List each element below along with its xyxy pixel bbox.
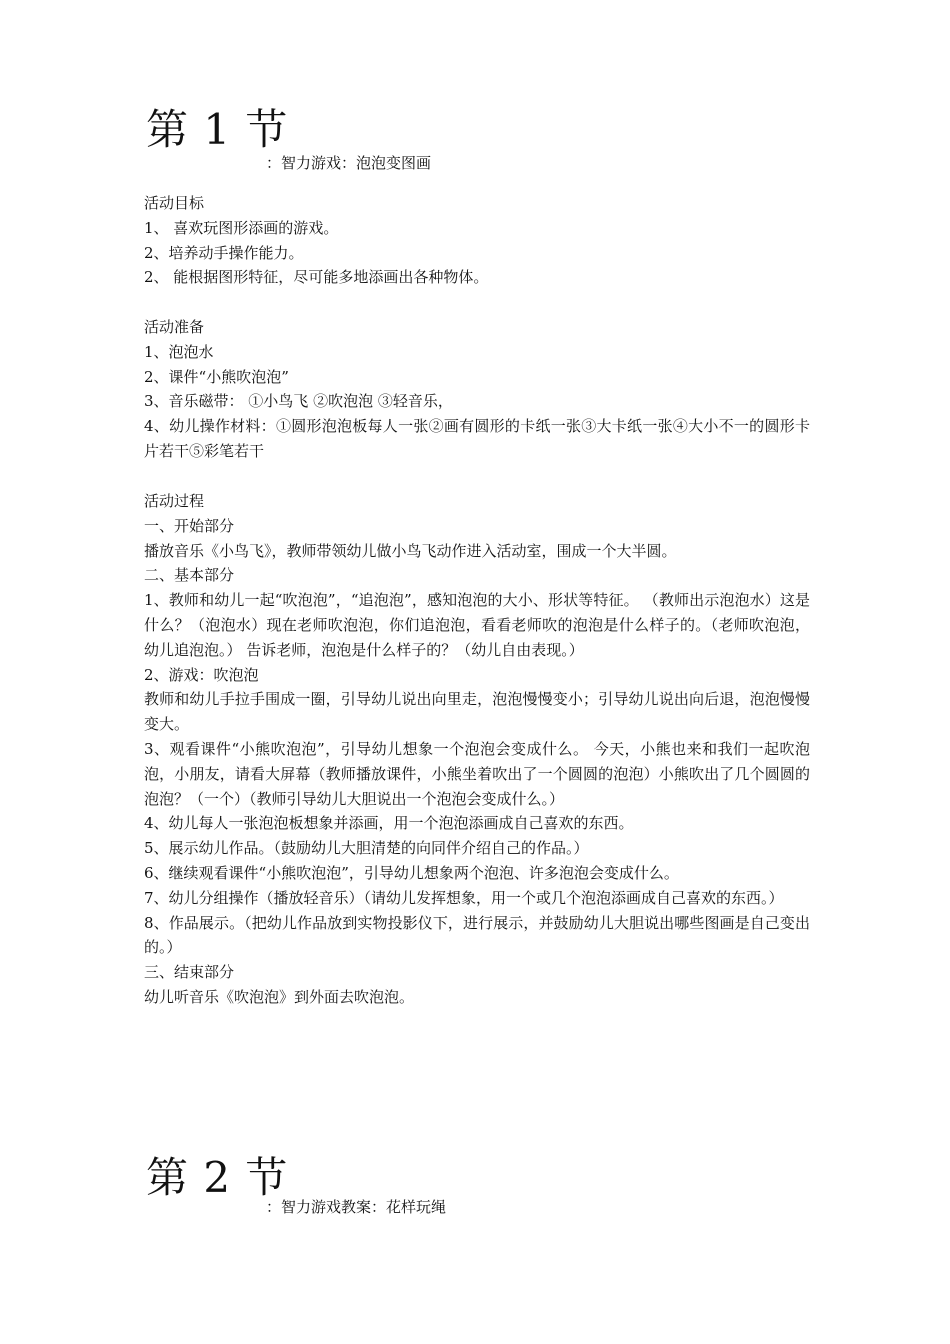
activity-preparation: [144, 315, 810, 464]
step-4: 4、幼儿每人一张泡泡板想象并添画，用一个泡泡添画成自己喜欢的东西。: [144, 814, 634, 833]
step-3: 3、观看课件“小熊吹泡泡”，引导幼儿想象一个泡泡会变成什么。 今天，小熊也来和我们一起吹泡泡，小朋友，请看大屏幕（教师播放课件，小熊坐着吹出了一个圆圆的泡泡）小熊吹出了几个圆圆的泡泡？（一个）（教师引导幼儿大胆说出一个泡泡会变成什么。）: [144, 739, 810, 808]
goal-item: 1、 喜欢玩图形添画的游戏。: [144, 218, 339, 237]
prep-title: 活动准备: [144, 318, 205, 336]
step-6: 6、继续观看课件“小熊吹泡泡”，引导幼儿想象两个泡泡、许多泡泡会变成什么。: [144, 863, 679, 882]
activity-goals: [144, 191, 810, 290]
step-2-title: 2、游戏：吹泡泡: [144, 665, 259, 684]
part3-text: 幼儿听音乐《吹泡泡》到外面去吹泡泡。: [144, 987, 415, 1006]
step-7: 7、幼儿分组操作（播放轻音乐）（请幼儿发挥想象，用一个或几个泡泡添画成自己喜欢的东西。）: [144, 888, 784, 907]
goal-item: 2、培养动手操作能力。: [144, 243, 304, 262]
section-1-heading: 第 1 节: [146, 105, 289, 154]
part2-title: 二、基本部分: [144, 566, 235, 585]
part1-text: 播放音乐《小鸟飞》，教师带领幼儿做小鸟飞动作进入活动室，围成一个大半圆。: [144, 541, 677, 560]
prep-item: 4、幼儿操作材料：①圆形泡泡板每人一张②画有圆形的卡纸一张③大卡纸一张④大小不一的圆形卡片若干⑤彩笔若干: [144, 417, 810, 460]
section-1-subtitle: ：智力游戏：泡泡变图画: [266, 154, 432, 172]
section-2-heading: 第 2 节: [146, 1153, 289, 1202]
process-title: 活动过程: [144, 492, 205, 510]
step-1: 1、教师和幼儿一起“吹泡泡”，“追泡泡”，感知泡泡的大小、形状等特征。 （教师出示泡泡水）这是什么？（泡泡水）现在老师吹泡泡，你们追泡泡，看看老师吹的泡泡是什么样子的。（老师吹泡泡，幼儿追泡泡。） 告诉老师，泡泡是什么样子的？（幼儿自由表现。）: [144, 591, 810, 659]
goal-item: 2、 能根据图形特征，尽可能多地添画出各种物体。: [144, 268, 489, 287]
prep-item: 1、泡泡水: [144, 342, 214, 361]
step-8: 8、作品展示。（把幼儿作品放到实物投影仪下，进行展示，并鼓励幼儿大胆说出哪些图画是自己变出的。）: [144, 913, 810, 957]
part3-title: 三、结束部分: [144, 963, 235, 982]
part1-title: 一、开始部分: [144, 516, 235, 535]
goals-title: 活动目标: [144, 194, 205, 212]
activity-process: [144, 489, 810, 1010]
step-2-text: 教师和幼儿手拉手围成一圈，引导幼儿说出向里走，泡泡慢慢变小；引导幼儿说出向后退，泡泡慢慢变大。: [144, 690, 810, 734]
prep-item: 2、课件“小熊吹泡泡”: [144, 367, 289, 386]
prep-item: 3、音乐磁带： ①小鸟飞 ②吹泡泡 ③轻音乐，: [144, 392, 453, 411]
section-2-subtitle: ：智力游戏教案：花样玩绳: [266, 1198, 447, 1216]
step-5: 5、展示幼儿作品。（鼓励幼儿大胆清楚的向同伴介绍自己的作品。）: [144, 839, 589, 858]
